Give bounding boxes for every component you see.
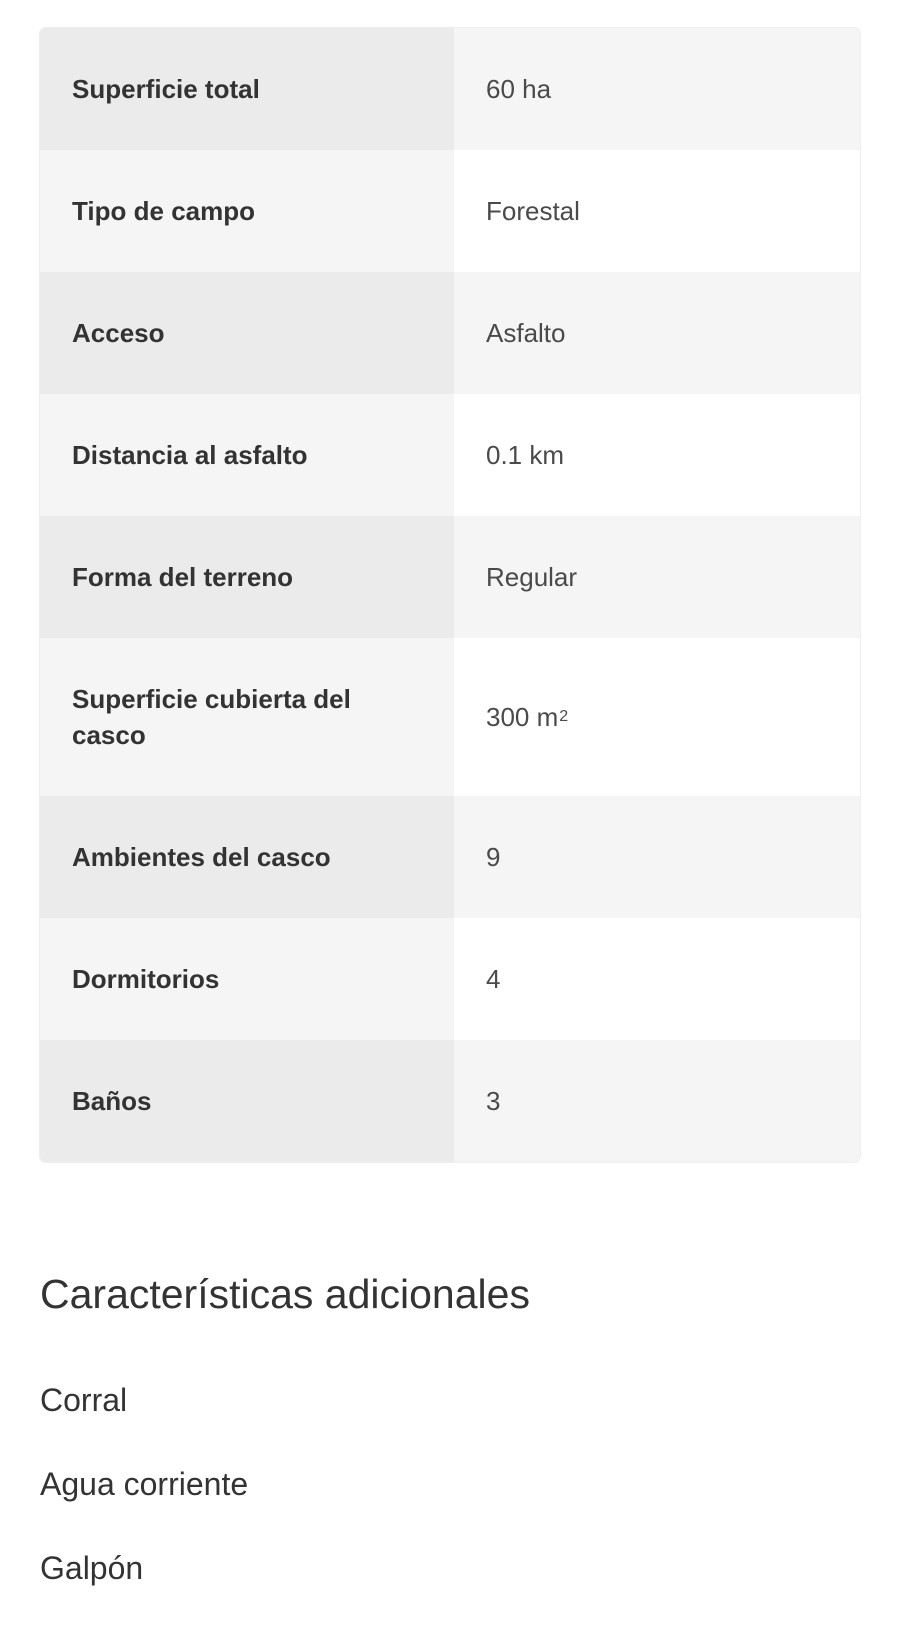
spec-value: 60 ha xyxy=(454,28,860,150)
spec-value: Regular xyxy=(454,516,860,638)
feature-item: Corral xyxy=(40,1382,128,1418)
spec-row-tipo-de-campo xyxy=(40,150,860,272)
spec-label: Superficie cubierta del casco xyxy=(40,638,454,796)
spec-value-text: 300 m xyxy=(486,702,559,732)
spec-label: Forma del terreno xyxy=(40,516,454,638)
spec-value: 0.1 km xyxy=(454,394,860,516)
spec-label: Superficie total xyxy=(40,28,454,150)
features-title: Características adicionales xyxy=(40,1271,530,1317)
spec-row-acceso xyxy=(40,272,860,394)
spec-value: 4 xyxy=(454,918,860,1040)
spec-value: Forestal xyxy=(454,150,860,272)
feature-item: Agua corriente xyxy=(40,1466,249,1502)
spec-value: 9 xyxy=(454,796,860,918)
feature-item: Galpón xyxy=(40,1550,144,1586)
spec-row-banos xyxy=(40,1040,860,1162)
spec-label: Tipo de campo xyxy=(40,150,454,272)
specs-table xyxy=(40,28,860,1162)
spec-row-dormitorios xyxy=(40,918,860,1040)
spec-label: Baños xyxy=(40,1040,454,1162)
spec-value: 3 xyxy=(454,1040,860,1162)
spec-row-distancia-al-asfalto xyxy=(40,394,860,516)
spec-label: Dormitorios xyxy=(40,918,454,1040)
spec-value: Asfalto xyxy=(454,272,860,394)
spec-row-ambientes-del-casco xyxy=(40,796,860,918)
spec-label: Distancia al asfalto xyxy=(40,394,454,516)
spec-row-forma-del-terreno xyxy=(40,516,860,638)
spec-row-superficie-cubierta xyxy=(40,638,860,796)
spec-label: Acceso xyxy=(40,272,454,394)
spec-label: Ambientes del casco xyxy=(40,796,454,918)
features-list xyxy=(40,1380,248,1632)
spec-row-superficie-total xyxy=(40,28,860,150)
spec-value: 300 m 2 xyxy=(454,638,860,796)
